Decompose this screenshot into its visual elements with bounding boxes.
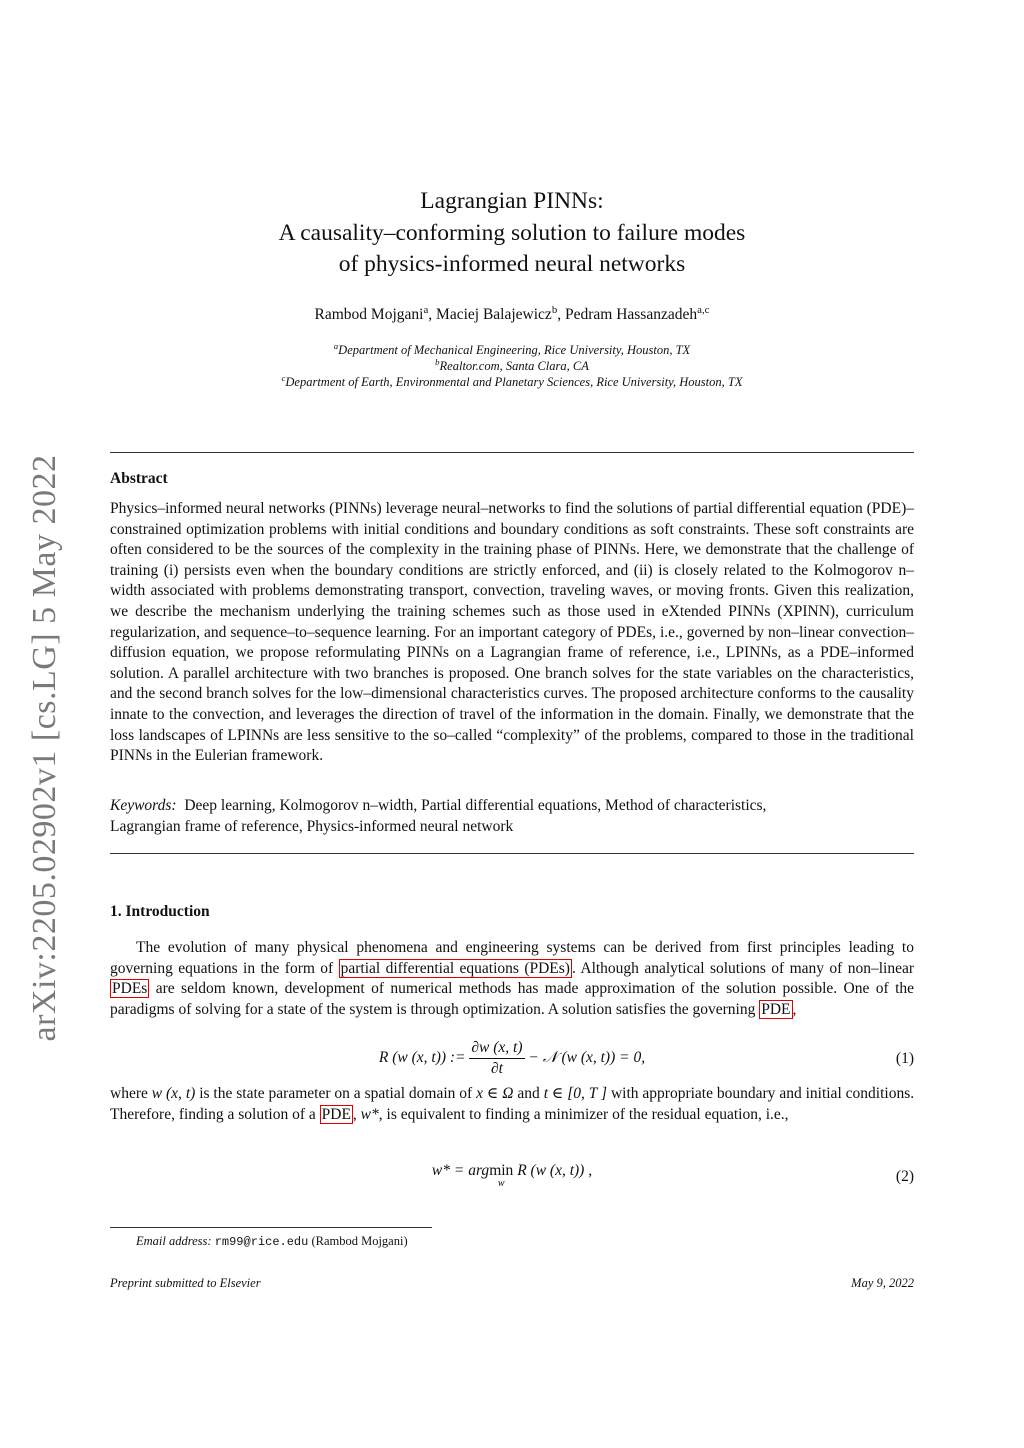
text-run: where [110,1085,148,1102]
math-x-domain: x ∈ Ω [476,1085,514,1102]
affiliation-line [110,374,914,390]
footer-date: May 9, 2022 [851,1276,914,1290]
citation-link-pdes[interactable]: partial differential equations (PDEs) [340,959,570,977]
citation-link-pde-2[interactable]: PDE [321,1105,351,1123]
title-line-3: of physics-informed neural networks [338,251,686,277]
math-t-range: t ∈ [0, T ] [543,1085,608,1102]
affiliation-line [110,342,914,358]
text-run: , is equivalent to finding a minimizer of the residual equation, i.e., [378,1105,789,1123]
email-link[interactable]: rm99@rice.edu [214,1235,309,1249]
affil-text: Realtor.com, Santa Clara, CA [439,359,589,373]
footnote-label: Email address: [136,1234,212,1248]
eq2-number: (2) [895,1168,914,1185]
eq2-argmin [489,1162,513,1189]
page-footer [110,1276,914,1291]
eq2-subscript: w [497,1178,505,1189]
text-run: The evolution of many physical phenomena and engineering systems can be derived from first principles leading to governing equations in the form of [110,939,914,977]
title-line-1: Lagrangian PINNs: [420,188,604,214]
eq1-number: (1) [895,1050,914,1067]
text-run: is the state parameter on a spatial domain of [199,1085,473,1102]
arxiv-id: arXiv:2205.02902v1 [cs.LG] 5 May 2022 [26,454,63,1042]
abstract-top-rule [110,452,914,453]
citation-link-pdes-short[interactable]: PDEs [112,980,148,998]
equation-1 [110,1038,914,1082]
author-affil-mark: a,c [697,303,710,316]
keywords-line-1: Deep learning, Kolmogorov n–width, Partial differential equations, Method of characteristics, [184,797,767,814]
author-name: Rambod Mojgani [314,306,424,323]
citation-link-pde[interactable]: PDE [761,1000,791,1018]
author-affil-mark: b [551,303,558,316]
abstract-heading: Abstract [110,470,168,487]
abstract-text: Physics–informed neural networks (PINNs) leverage neural–networks to find the solutions of partial differential equation (PDE)–constrained optimization problems with initial conditions and boundary conditions as soft constraints. These soft constraints are often considered to be the sources of the complexity in the training phase of PINNs. Here, we demonstrate that the challenge of training (i) persists even when the boundary conditions are strictly enforced, and (ii) is closely related to the Kolmogorov n–width associated with problems demonstrating transport, convection, traveling waves, or moving fronts. Given this realization, we describe the mechanism underlying the training schemes such as those used in eXtended PINNs (XPINN), curriculum regularization, and sequence–to–sequence learning. For an important category of PDEs, i.e., governed by non–linear convection–diffusion equation, we propose reformulating PINNs on a Lagrangian frame of reference, i.e., LPINNs, as a PDE–informed solution. A parallel architecture with two branches is proposed. One branch solves for the state variables on the characteristics, and the second branch solves for the low–dimensional characteristics curves. The proposed architecture conforms to the causality innate to the convection, and leverages the direction of travel of the information in the domain. Finally, we demonstrate that the loss landscapes of LPINNs are less sensitive to the so–called “complexity” of the problems, compared to those in the traditional PINNs in the Eulerian framework. [110,500,914,765]
keywords-label: Keywords: [110,797,177,814]
text-run: with appropriate boundary and initial conditions. Therefore, finding a solution of a [110,1085,915,1123]
text-run: are seldom known, development of numerical methods has made approximation of the solution possible. One of the paradigms of solving for a state of the system is through optimization. A solution satisfies the governing [110,980,915,1018]
keywords-line-2: Lagrangian frame of reference, Physics-informed neural network [110,817,514,835]
affiliations [110,342,914,390]
text-run: and [517,1085,540,1102]
eq2-rhs: R (w (x, t)) , [517,1162,593,1179]
math-w: w (x, t) [151,1085,196,1102]
abstract-bottom-rule [110,853,914,854]
arxiv-sidebar-stamp [10,448,80,1048]
eq2-lhs: w* = arg [431,1162,490,1179]
affil-mark: b [435,356,440,367]
affiliation-line [110,358,914,374]
section-heading-introduction: 1. Introduction [110,903,210,920]
affil-mark: c [281,372,286,383]
affil-mark: a [333,340,339,351]
footnote-owner: (Rambod Mojgani) [311,1234,408,1248]
paper-title [110,186,914,281]
author-name: Pedram Hassanzadeh [564,306,698,323]
author-name: Maciej Balajewicz [436,306,552,323]
keywords [110,796,914,837]
footnote-email [136,1234,408,1249]
eq1-rhs: − 𝒩 (w (x, t)) = 0, [528,1049,646,1067]
footer-left: Preprint submitted to Elsevier [110,1276,261,1290]
title-line-2: A causality–conforming solution to failure modes [278,219,746,246]
text-run: . Although analytical solutions of many of non–linear [571,959,915,977]
eq1-denominator: ∂t [490,1060,503,1077]
footnote-rule [110,1227,432,1228]
intro-paragraph-1 [110,938,914,1020]
eq1-lhs: R (w (x, t)) := [378,1049,466,1067]
affil-text: Department of Earth, Environmental and Planetary Sciences, Rice University, Houston, TX [285,375,743,389]
eq1-fraction [469,1038,524,1079]
equation-2 [110,1160,914,1196]
text-run: , [352,1105,357,1123]
author-affil-mark: a [423,303,429,316]
eq2-min: min [489,1162,514,1179]
eq1-numerator: ∂w (x, t) [469,1038,524,1059]
text-run: , [792,1000,797,1018]
math-w-star: w* [360,1105,379,1123]
author-list: Rambod Mojgani$^a$, Maciej Balajewicz$^b$, Pedram Hassanzadeh$^{a,c}$ [314,303,710,323]
intro-paragraph-2 [110,1084,914,1125]
affil-text: Department of Mechanical Engineering, Rice University, Houston, TX [338,343,691,357]
